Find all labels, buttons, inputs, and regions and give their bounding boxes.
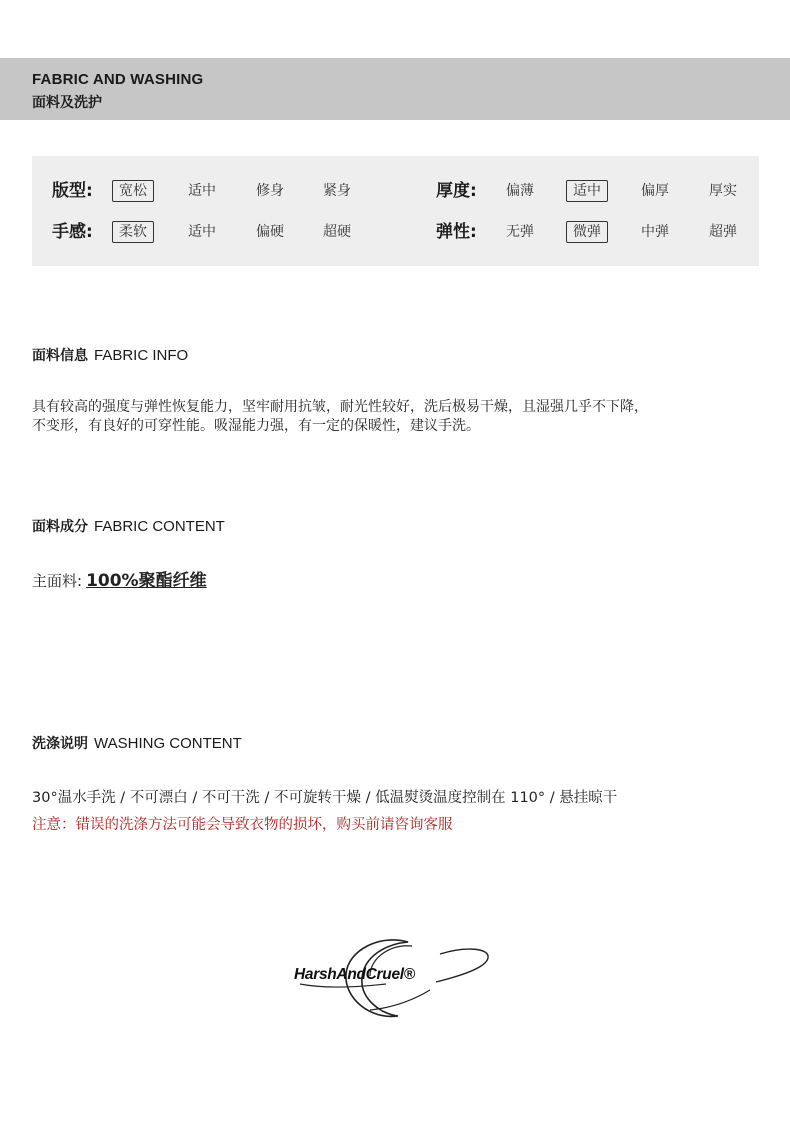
feel-option: 适中 (188, 224, 216, 240)
fit-label: 版型: (52, 181, 93, 201)
thickness-option: 厚实 (709, 183, 737, 199)
thickness-label: 厚度: (436, 181, 477, 201)
feel-option: 超硬 (323, 224, 351, 240)
fit-option-selected: 宽松 (112, 180, 154, 202)
fabric-info-line: 具有较高的强度与弹性恢复能力，坚牢耐用抗皱，耐光性较好，洗后极易干燥，且湿强几乎不下降， (32, 399, 648, 415)
fabric-content-title (32, 516, 225, 536)
elasticity-option: 超弹 (709, 224, 737, 240)
fit-option: 适中 (188, 183, 216, 199)
washing-warning: 注意：错误的洗涤方法可能会导致衣物的损坏，购买前请咨询客服 (32, 817, 453, 833)
feel-label: 手感: (52, 222, 93, 242)
fabric-content-title-cn: 面料成分 (32, 519, 88, 535)
elasticity-option: 无弹 (506, 224, 534, 240)
feel-option: 偏硬 (256, 224, 284, 240)
thickness-option: 偏厚 (641, 183, 669, 199)
washing-title-cn: 洗涤说明 (32, 736, 88, 752)
fabric-info-title-en: FABRIC INFO (94, 347, 189, 364)
washing-instructions: 30°温水手洗 / 不可漂白 / 不可干洗 / 不可旋转干燥 / 低温熨烫温度控制在 110° / 悬挂晾干 (32, 790, 618, 806)
elasticity-option: 中弹 (641, 224, 669, 240)
fit-option: 修身 (256, 183, 284, 199)
fabric-info-title-cn: 面料信息 (32, 348, 88, 364)
thickness-option: 偏薄 (506, 183, 534, 199)
header-title-cn: 面料及洗护 (32, 95, 102, 111)
elasticity-option-selected: 微弹 (566, 221, 608, 243)
fit-option: 紧身 (323, 183, 351, 199)
elasticity-label: 弹性: (436, 222, 477, 242)
thickness-option-selected: 适中 (566, 180, 608, 202)
header-title-en: FABRIC AND WASHING (32, 71, 204, 88)
composition-label: 主面料: (32, 572, 83, 590)
fabric-composition (32, 566, 207, 591)
feel-option-selected: 柔软 (112, 221, 154, 243)
brand-logo (290, 936, 500, 1022)
brand-logo-text: HarshAndCruel® (294, 966, 415, 983)
fabric-info-line: 不变形，有良好的可穿性能。吸湿能力强，有一定的保暖性，建议手洗。 (32, 418, 480, 434)
header-band (0, 58, 790, 120)
washing-title-en: WASHING CONTENT (94, 735, 242, 752)
composition-value: 100%聚酯纤维 (86, 571, 207, 591)
fabric-info-title (32, 345, 188, 365)
attribute-panel (32, 156, 759, 266)
attribute-row (32, 218, 759, 246)
attribute-row (32, 177, 759, 205)
washing-title (32, 733, 242, 753)
fabric-content-title-en: FABRIC CONTENT (94, 518, 225, 535)
